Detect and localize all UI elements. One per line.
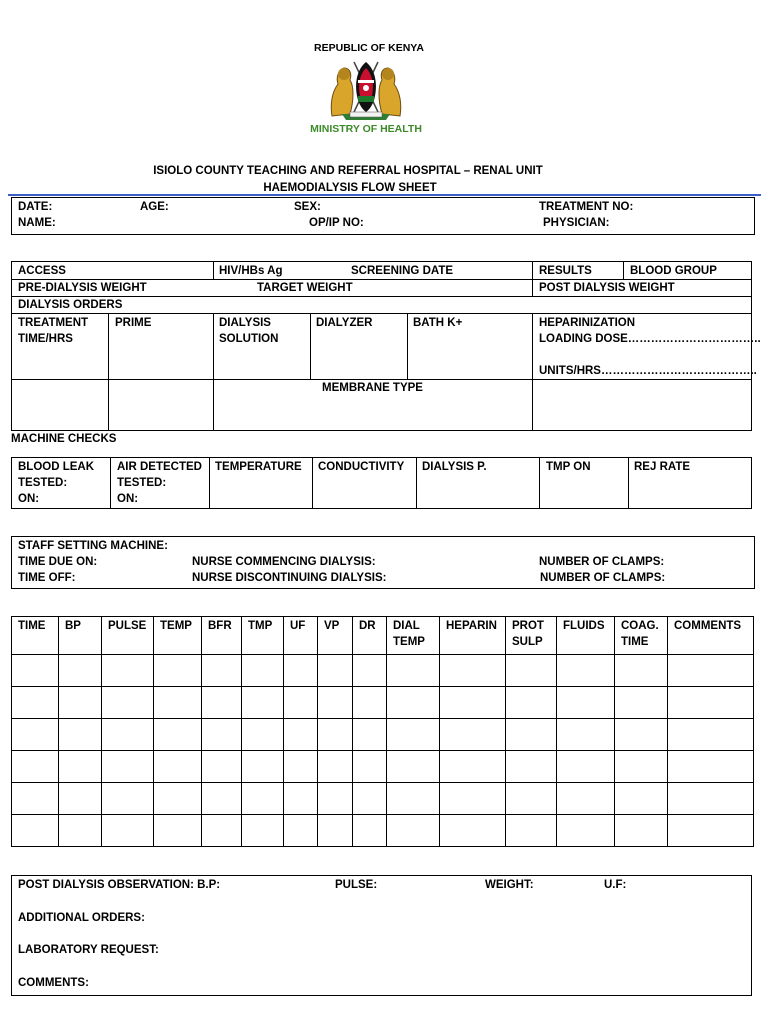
table-cell[interactable] bbox=[440, 655, 506, 687]
table-cell[interactable] bbox=[353, 815, 387, 847]
post-dialysis-weight-label: POST DIALYSIS WEIGHT bbox=[539, 282, 675, 294]
dialysis-orders-box bbox=[11, 261, 761, 431]
table-cell[interactable] bbox=[387, 751, 440, 783]
table-cell[interactable] bbox=[154, 655, 202, 687]
table-cell[interactable] bbox=[59, 719, 102, 751]
post-weight-field[interactable]: WEIGHT: bbox=[485, 879, 534, 891]
table-cell[interactable] bbox=[668, 815, 754, 847]
kenya-coat-of-arms-logo bbox=[324, 56, 408, 124]
table-cell[interactable] bbox=[387, 815, 440, 847]
table-cell[interactable] bbox=[318, 687, 353, 719]
table-cell[interactable] bbox=[242, 719, 284, 751]
table-cell[interactable] bbox=[154, 751, 202, 783]
results-label: RESULTS bbox=[539, 265, 592, 277]
table-cell[interactable] bbox=[318, 783, 353, 815]
heparinization-label: HEPARINIZATION bbox=[539, 317, 636, 329]
table-cell[interactable] bbox=[506, 751, 557, 783]
table-cell[interactable] bbox=[353, 687, 387, 719]
screening-date-label: SCREENING DATE bbox=[351, 265, 454, 277]
table-cell[interactable] bbox=[557, 815, 615, 847]
table-cell[interactable] bbox=[668, 655, 754, 687]
clamps-field-1[interactable]: NUMBER OF CLAMPS: bbox=[539, 556, 665, 568]
column-header bbox=[353, 617, 387, 655]
table-cell[interactable] bbox=[387, 655, 440, 687]
table-cell[interactable] bbox=[242, 815, 284, 847]
physician-field[interactable]: PHYSICIAN: bbox=[543, 217, 610, 229]
staff-box bbox=[11, 536, 755, 589]
table-cell[interactable] bbox=[668, 719, 754, 751]
machine-checks-box bbox=[11, 457, 752, 509]
column-header-line: PROT bbox=[512, 620, 544, 632]
access-label: ACCESS bbox=[18, 265, 66, 277]
column-header bbox=[12, 617, 59, 655]
table-cell[interactable] bbox=[242, 783, 284, 815]
table-cell[interactable] bbox=[202, 719, 242, 751]
table-cell[interactable] bbox=[102, 751, 154, 783]
age-field[interactable]: AGE: bbox=[140, 201, 169, 213]
table-cell[interactable] bbox=[557, 687, 615, 719]
post-pulse-field[interactable]: PULSE: bbox=[335, 879, 378, 891]
column-header-line: TIME bbox=[18, 620, 46, 632]
table-cell[interactable] bbox=[154, 783, 202, 815]
table-cell[interactable] bbox=[353, 783, 387, 815]
table-cell[interactable] bbox=[557, 719, 615, 751]
table-cell[interactable] bbox=[154, 815, 202, 847]
table-cell[interactable] bbox=[506, 815, 557, 847]
blood-leak-tested: TESTED: bbox=[18, 477, 68, 489]
column-header-line: TIME bbox=[621, 636, 649, 648]
table-cell[interactable] bbox=[284, 783, 318, 815]
column-header bbox=[284, 617, 318, 655]
table-cell[interactable] bbox=[615, 751, 668, 783]
table-cell[interactable] bbox=[202, 815, 242, 847]
table-cell[interactable] bbox=[668, 783, 754, 815]
air-detected-label: AIR DETECTED bbox=[117, 461, 202, 473]
dialysis-solution-label-2: SOLUTION bbox=[219, 333, 279, 345]
treatment-time-label-2: TIME/HRS bbox=[18, 333, 73, 345]
rej-rate-label: REJ RATE bbox=[634, 461, 691, 473]
column-header bbox=[154, 617, 202, 655]
column-header-line: COAG. bbox=[621, 620, 659, 632]
air-detected-on: ON: bbox=[117, 493, 139, 505]
column-header bbox=[668, 617, 754, 655]
comments-field[interactable]: COMMENTS: bbox=[18, 977, 89, 989]
table-cell[interactable] bbox=[59, 783, 102, 815]
treatment-time-label: TREATMENT bbox=[18, 317, 89, 329]
table-cell[interactable] bbox=[615, 655, 668, 687]
table-cell[interactable] bbox=[387, 687, 440, 719]
table-cell[interactable] bbox=[102, 655, 154, 687]
table-cell[interactable] bbox=[202, 783, 242, 815]
op-ip-no-field[interactable]: OP/IP NO: bbox=[309, 217, 364, 229]
time-off-field[interactable]: TIME OFF: bbox=[18, 572, 76, 584]
membrane-type-label: MEMBRANE TYPE bbox=[322, 382, 423, 394]
table-cell[interactable] bbox=[506, 719, 557, 751]
conductivity-label: CONDUCTIVITY bbox=[318, 461, 405, 473]
table-cell[interactable] bbox=[12, 719, 59, 751]
table-cell[interactable] bbox=[440, 719, 506, 751]
table-cell[interactable] bbox=[284, 687, 318, 719]
blood-leak-on: ON: bbox=[18, 493, 40, 505]
column-header bbox=[202, 617, 242, 655]
table-row bbox=[12, 783, 754, 815]
post-observation-bp-field[interactable]: POST DIALYSIS OBSERVATION: B.P: bbox=[18, 879, 221, 891]
table-cell[interactable] bbox=[59, 751, 102, 783]
ministry-name: MINISTRY OF HEALTH bbox=[310, 123, 422, 135]
table-cell[interactable] bbox=[59, 687, 102, 719]
table-cell[interactable] bbox=[154, 687, 202, 719]
table-cell[interactable] bbox=[506, 655, 557, 687]
column-header bbox=[557, 617, 615, 655]
table-row bbox=[12, 719, 754, 751]
column-header bbox=[615, 617, 668, 655]
table-cell[interactable] bbox=[284, 751, 318, 783]
table-cell[interactable] bbox=[353, 719, 387, 751]
nurse-discontinuing-field[interactable]: NURSE DISCONTINUING DIALYSIS: bbox=[192, 572, 387, 584]
column-header-line: TEMP bbox=[393, 636, 425, 648]
air-detected-tested: TESTED: bbox=[117, 477, 167, 489]
table-cell[interactable] bbox=[318, 719, 353, 751]
column-header-line: SULP bbox=[512, 636, 543, 648]
blood-leak-label: BLOOD LEAK bbox=[18, 461, 95, 473]
hospital-name: ISIOLO COUNTY TEACHING AND REFERRAL HOSPITAL – RENAL UNIT bbox=[153, 165, 543, 177]
country-name: REPUBLIC OF KENYA bbox=[314, 42, 424, 54]
column-header bbox=[506, 617, 557, 655]
column-header bbox=[440, 617, 506, 655]
column-header-line: HEPARIN bbox=[446, 620, 497, 632]
table-cell[interactable] bbox=[102, 783, 154, 815]
post-uf-field[interactable]: U.F: bbox=[604, 879, 627, 891]
table-cell[interactable] bbox=[12, 687, 59, 719]
table-cell[interactable] bbox=[615, 719, 668, 751]
table-cell[interactable] bbox=[668, 687, 754, 719]
post-dialysis-box bbox=[11, 875, 752, 996]
table-cell[interactable] bbox=[202, 751, 242, 783]
table-cell[interactable] bbox=[440, 687, 506, 719]
header-divider bbox=[8, 194, 761, 196]
table-cell[interactable] bbox=[284, 719, 318, 751]
date-field[interactable]: DATE: bbox=[18, 201, 53, 213]
table-cell[interactable] bbox=[12, 783, 59, 815]
table-cell[interactable] bbox=[318, 815, 353, 847]
temperature-label: TEMPERATURE bbox=[215, 461, 302, 473]
patient-info-box bbox=[11, 197, 755, 235]
laboratory-request-field[interactable]: LABORATORY REQUEST: bbox=[18, 944, 159, 956]
machine-checks-title: MACHINE CHECKS bbox=[11, 433, 117, 445]
table-cell[interactable] bbox=[615, 815, 668, 847]
table-cell[interactable] bbox=[440, 751, 506, 783]
hiv-label: HIV/HBs Ag bbox=[219, 265, 283, 277]
table-cell[interactable] bbox=[242, 687, 284, 719]
name-field[interactable]: NAME: bbox=[18, 217, 56, 229]
table-cell[interactable] bbox=[615, 783, 668, 815]
table-row bbox=[12, 687, 754, 719]
table-cell[interactable] bbox=[557, 751, 615, 783]
table-cell[interactable] bbox=[59, 655, 102, 687]
table-cell[interactable] bbox=[202, 655, 242, 687]
sex-field[interactable]: SEX: bbox=[294, 201, 321, 213]
column-header bbox=[102, 617, 154, 655]
form-title: HAEMODIALYSIS FLOW SHEET bbox=[263, 182, 437, 194]
column-header-line: COMMENTS bbox=[674, 620, 742, 632]
target-weight-label: TARGET WEIGHT bbox=[257, 282, 353, 294]
table-cell[interactable] bbox=[615, 687, 668, 719]
table-cell[interactable] bbox=[59, 815, 102, 847]
bath-k-label: BATH K+ bbox=[413, 317, 463, 329]
table-cell[interactable] bbox=[440, 815, 506, 847]
column-header bbox=[387, 617, 440, 655]
table-cell[interactable] bbox=[102, 815, 154, 847]
table-cell[interactable] bbox=[440, 783, 506, 815]
table-cell[interactable] bbox=[557, 655, 615, 687]
dialyzer-label: DIALYZER bbox=[316, 317, 373, 329]
table-cell[interactable] bbox=[387, 783, 440, 815]
column-header-line: BFR bbox=[208, 620, 232, 632]
table-cell[interactable] bbox=[242, 751, 284, 783]
clamps-field-2[interactable]: NUMBER OF CLAMPS: bbox=[540, 572, 666, 584]
dialysis-orders-label: DIALYSIS ORDERS bbox=[18, 299, 123, 311]
column-header-line: PULSE bbox=[108, 620, 147, 632]
table-cell[interactable] bbox=[154, 719, 202, 751]
column-header-line: TMP bbox=[248, 620, 273, 632]
time-due-on-field[interactable]: TIME DUE ON: bbox=[18, 556, 98, 568]
staff-setting-machine-field[interactable]: STAFF SETTING MACHINE: bbox=[18, 540, 168, 552]
loading-dose-field[interactable]: LOADING DOSE…………………………….. bbox=[539, 333, 761, 345]
table-cell[interactable] bbox=[318, 655, 353, 687]
column-header bbox=[59, 617, 102, 655]
blood-group-label: BLOOD GROUP bbox=[630, 265, 717, 277]
table-cell[interactable] bbox=[506, 783, 557, 815]
table-cell[interactable] bbox=[353, 751, 387, 783]
column-header-line: VP bbox=[324, 620, 340, 632]
dialysis-solution-label: DIALYSIS bbox=[219, 317, 271, 329]
column-header-line: TEMP bbox=[160, 620, 192, 632]
additional-orders-field[interactable]: ADDITIONAL ORDERS: bbox=[18, 912, 145, 924]
nurse-commencing-field[interactable]: NURSE COMMENCING DIALYSIS: bbox=[192, 556, 376, 568]
units-hrs-field[interactable]: UNITS/HRS………………………………….. bbox=[539, 365, 757, 377]
table-cell[interactable] bbox=[506, 687, 557, 719]
table-row bbox=[12, 751, 754, 783]
table-cell[interactable] bbox=[12, 815, 59, 847]
table-header-row bbox=[12, 617, 754, 655]
column-header bbox=[318, 617, 353, 655]
table-cell[interactable] bbox=[12, 655, 59, 687]
dialysis-p-label: DIALYSIS P. bbox=[422, 461, 487, 473]
column-header-line: DR bbox=[359, 620, 376, 632]
table-cell[interactable] bbox=[242, 655, 284, 687]
column-header-line: BP bbox=[65, 620, 81, 632]
table-cell[interactable] bbox=[102, 719, 154, 751]
prime-label: PRIME bbox=[115, 317, 152, 329]
treatment-no-field[interactable]: TREATMENT NO: bbox=[539, 201, 634, 213]
table-cell[interactable] bbox=[284, 815, 318, 847]
table-row bbox=[12, 655, 754, 687]
table-cell[interactable] bbox=[557, 783, 615, 815]
pre-dialysis-weight-label: PRE-DIALYSIS WEIGHT bbox=[18, 282, 147, 294]
column-header-line: DIAL bbox=[393, 620, 420, 632]
tmp-on-label: TMP ON bbox=[546, 461, 591, 473]
table-cell[interactable] bbox=[318, 751, 353, 783]
table-cell[interactable] bbox=[284, 655, 318, 687]
table-row bbox=[12, 815, 754, 847]
monitoring-table bbox=[11, 616, 754, 847]
table-cell[interactable] bbox=[387, 719, 440, 751]
table-cell[interactable] bbox=[353, 655, 387, 687]
table-cell[interactable] bbox=[668, 751, 754, 783]
column-header bbox=[242, 617, 284, 655]
table-cell[interactable] bbox=[102, 687, 154, 719]
table-cell[interactable] bbox=[202, 687, 242, 719]
column-header-line: FLUIDS bbox=[563, 620, 605, 632]
table-cell[interactable] bbox=[12, 751, 59, 783]
column-header-line: UF bbox=[290, 620, 306, 632]
